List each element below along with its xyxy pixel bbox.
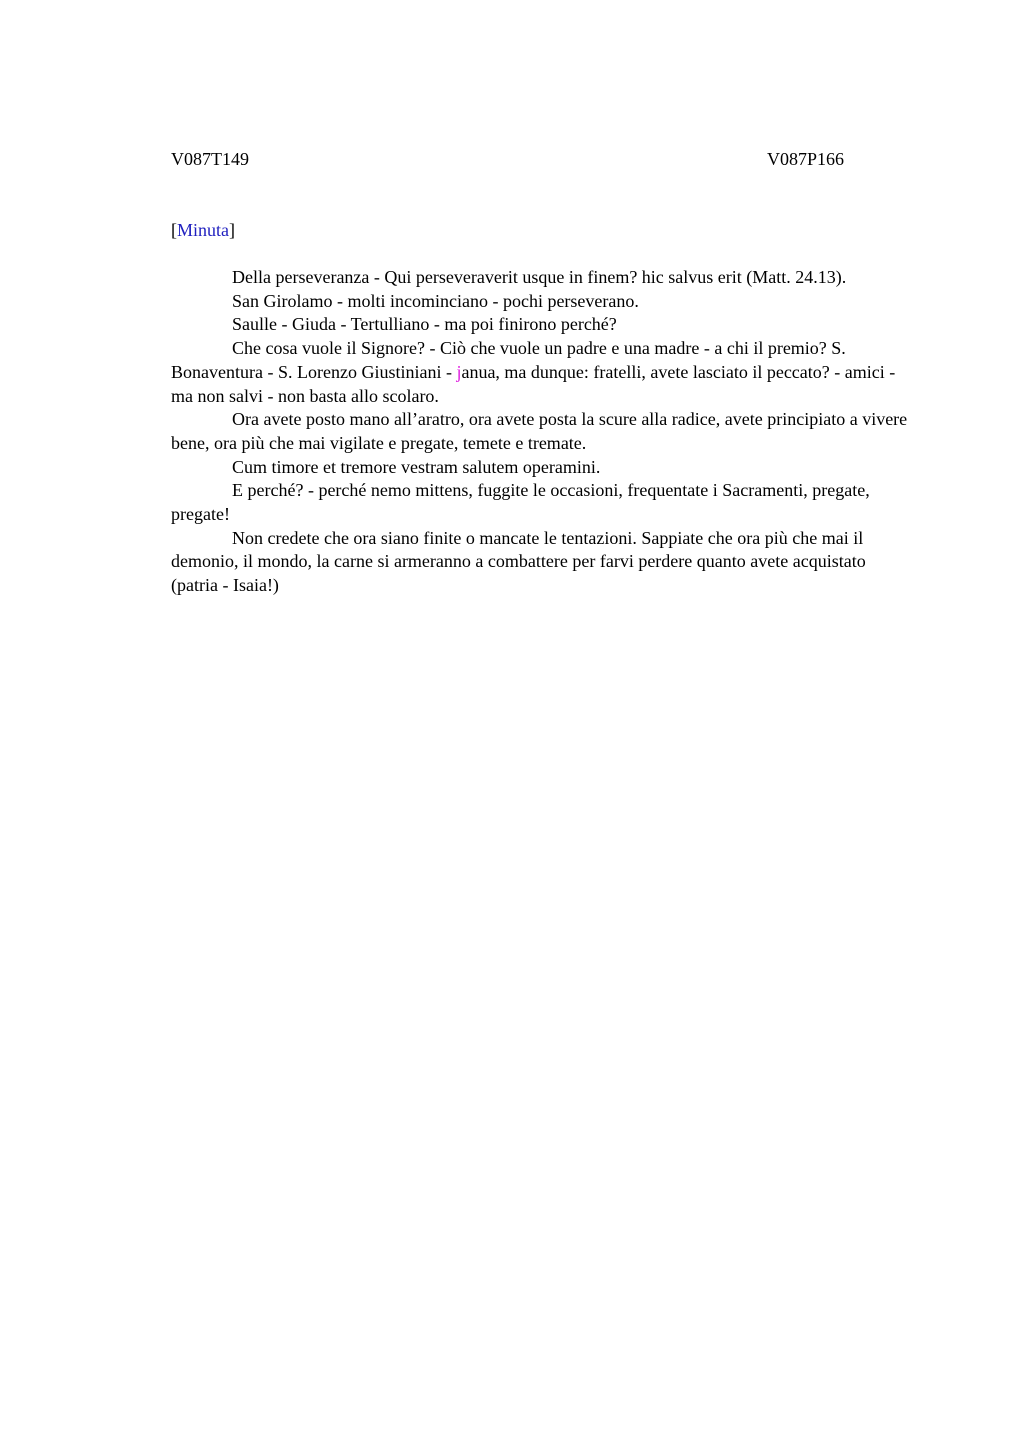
paragraph-saulle: Saulle - Giuda - Tertulliano - ma poi finirono perché? — [232, 314, 617, 335]
page-header — [171, 147, 844, 171]
paragraph-signore-start: Che cosa vuole il Signore? - Ciò che vuole un padre e una madre - a chi il premio? S. Bonaventura - S. Lorenzo Giustiniani - — [171, 338, 846, 382]
volume-text-code: V087T149 — [171, 149, 249, 169]
paragraph-signore — [171, 337, 916, 408]
minuta-label: Minuta — [177, 220, 229, 240]
paragraph-tentazioni: Non credete che ora siano finite o mancate le tentazioni. Sappiate che ora più che mai il demonio, il mondo, la carne si armeranno a combattere per farvi perdere quanto avete acquistato (patria - Isaia!) — [171, 527, 866, 596]
paragraph-perche: E perché? - perché nemo mittens, fuggite le occasioni, frequentate i Sacramenti, pregate, pregate! — [171, 480, 870, 525]
paragraph-timore: Cum timore et tremore vestram salutem operamini. — [232, 456, 601, 477]
section-label — [171, 218, 235, 242]
document-page — [171, 0, 916, 1450]
highlighted-letter: j — [456, 361, 462, 382]
paragraph-girolamo: San Girolamo - molti incominciano - pochi perseverano. — [232, 290, 639, 311]
paragraph-aratro: Ora avete posto mano all’aratro, ora avete posta la scure alla radice, avete principiato a vivere bene, ora più che mai vigilate e pregate, temete e tremate. — [171, 409, 908, 453]
document-body — [171, 266, 916, 598]
volume-page-code: V087P166 — [766, 149, 844, 169]
paragraph-signore-end: anua, ma dunque: fratelli, avete lasciato il peccato? - amici - ma non salvi - non basta allo scolaro. — [171, 361, 896, 406]
bracket-open: [ — [171, 220, 177, 240]
bracket-close: ] — [229, 220, 235, 240]
paragraph-perseveranza: Della perseveranza - Qui perseveraverit usque in finem? hic salvus erit (Matt. 24.13). — [232, 267, 847, 287]
